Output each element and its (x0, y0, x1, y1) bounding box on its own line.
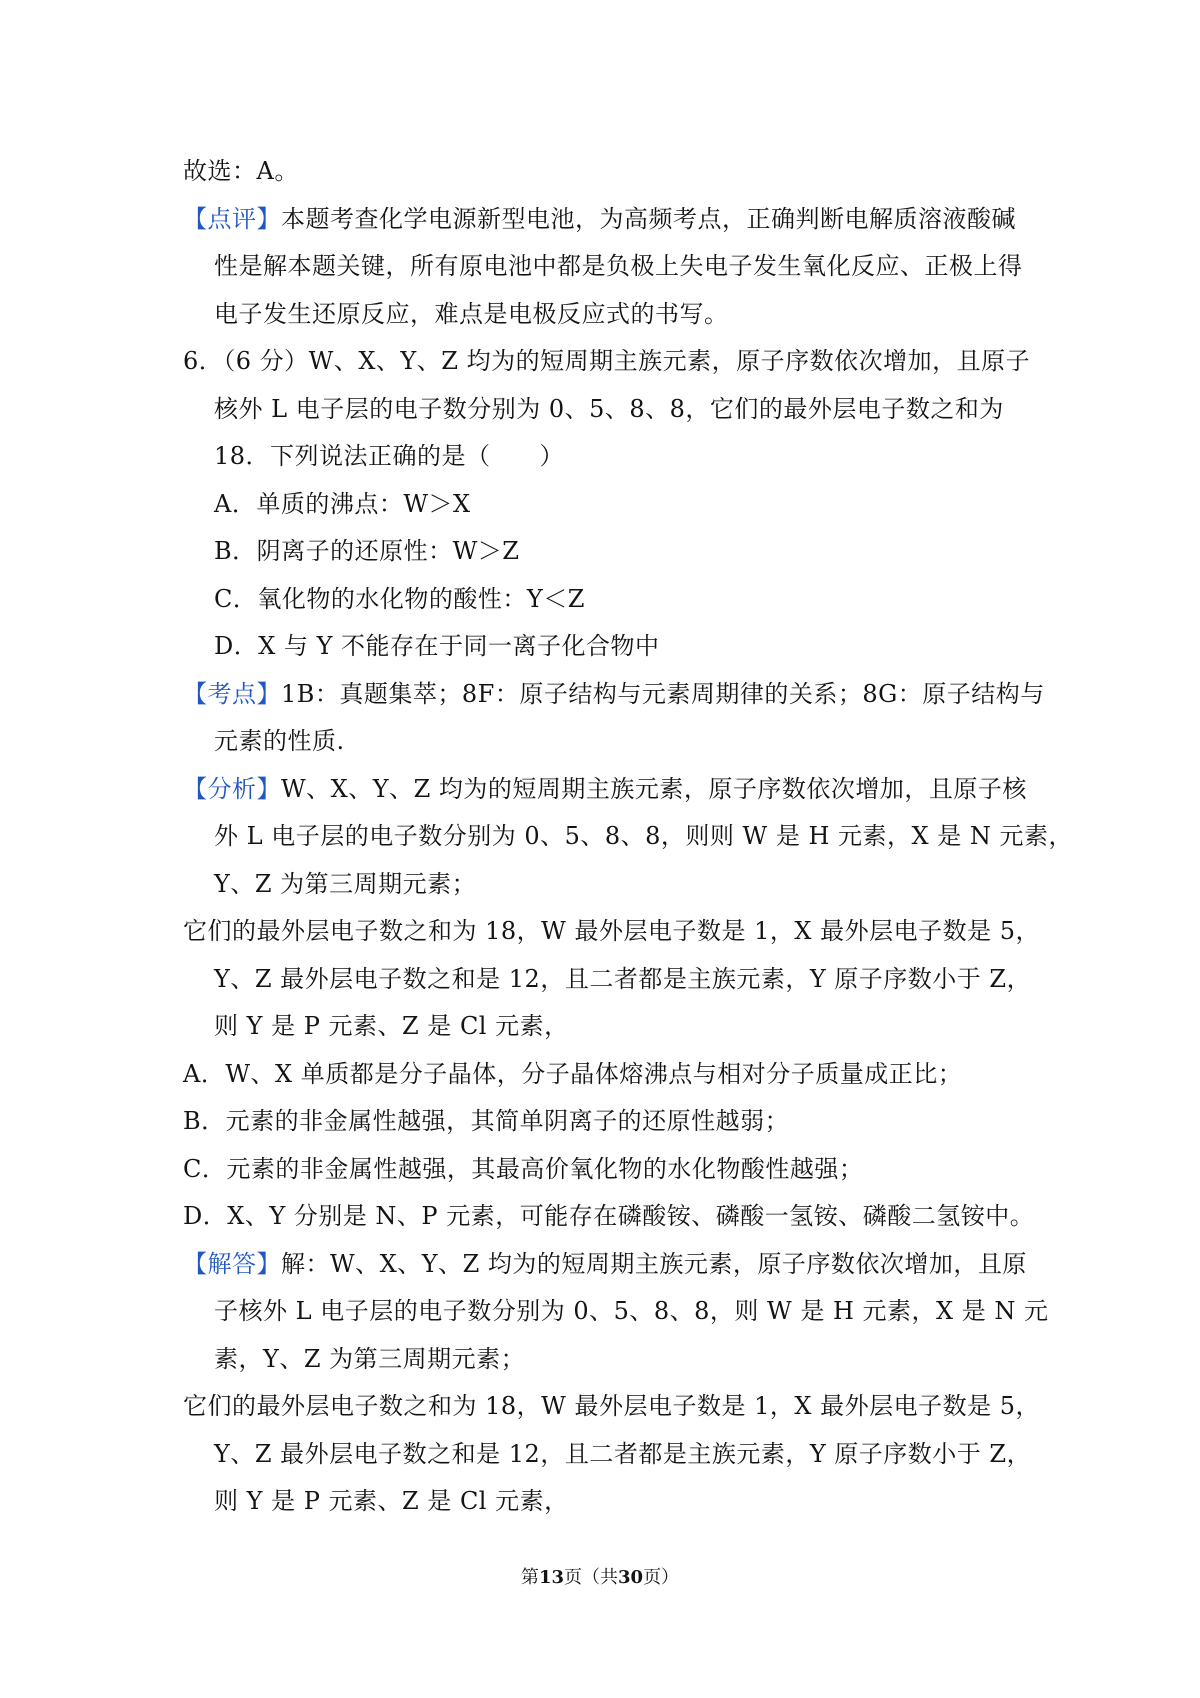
text-line (183, 1336, 1023, 1384)
line-text: A．单质的沸点：W＞X (214, 489, 471, 518)
line-text: 解：W、X、Y、Z 均为的短周期主族元素，原子序数依次增加，且原 (281, 1249, 1027, 1278)
text-line (183, 291, 1023, 339)
line-text: 则 Y 是 P 元素、Z 是 Cl 元素， (214, 1012, 569, 1040)
text-line (183, 148, 1023, 196)
line-text: B．元素的非金属性越强，其简单阴离子的还原性越弱； (183, 1107, 790, 1135)
text-line (183, 1241, 1027, 1289)
text-line (183, 813, 1073, 861)
text-line (183, 1003, 1023, 1051)
line-text: W、X、Y、Z 均为的短周期主族元素，原子序数依次增加，且原子核 (281, 774, 1027, 803)
line-text: 电子发生还原反应，难点是电极反应式的书写。 (214, 299, 729, 328)
line-text: 素，Y、Z 为第三周期元素； (214, 1344, 526, 1373)
line-text: 元素的性质. (214, 727, 345, 755)
text-line (183, 956, 1032, 1004)
section-tag-jieda: 【解答】 (183, 1249, 281, 1278)
text-line (183, 386, 1023, 434)
line-text: A．W、X 单质都是分子晶体，分子晶体熔沸点与相对分子质量成正比； (183, 1059, 963, 1088)
text-line (183, 433, 1023, 481)
text-line (183, 243, 1023, 291)
line-text: D．X、Y 分别是 N、P 元素，可能存在磷酸铵、磷酸一氢铵、磷酸二氢铵中。 (183, 1202, 1035, 1230)
footer-middle: 页（共 (564, 1567, 618, 1588)
line-text: 6．（6 分）W、X、Y、Z 均为的短周期主族元素，原子序数依次增加，且原子 (183, 347, 1031, 375)
text-line (183, 671, 1045, 719)
text-line (183, 1193, 1035, 1241)
line-text: 则 Y 是 P 元素、Z 是 Cl 元素， (214, 1487, 569, 1515)
option-a (183, 481, 1023, 529)
line-text: C．氧化物的水化物的酸性：Y＜Z (214, 584, 585, 613)
text-line (183, 1383, 1040, 1431)
text-line (183, 1431, 1032, 1479)
section-tag-kaodian: 【考点】 (183, 679, 281, 708)
footer-prefix: 第 (520, 1567, 539, 1588)
page-footer (0, 1563, 1200, 1589)
text-line (183, 1478, 1023, 1526)
line-text: 它们的最外层电子数之和为 18，W 最外层电子数是 1，X 最外层电子数是 5， (183, 917, 1040, 945)
document-body (183, 148, 1073, 1526)
option-c (183, 576, 1023, 624)
line-text: 18．下列说法正确的是（ ） (214, 442, 565, 470)
text-line (183, 1146, 1023, 1194)
option-d (183, 623, 1023, 671)
text-line (183, 718, 1023, 766)
line-text: Y、Z 为第三周期元素； (214, 869, 477, 898)
line-text: C．元素的非金属性越强，其最高价氧化物的水化物酸性越强； (183, 1154, 864, 1183)
text-line (183, 766, 1027, 814)
line-text: 它们的最外层电子数之和为 18，W 最外层电子数是 1，X 最外层电子数是 5， (183, 1392, 1040, 1420)
line-text: Y、Z 最外层电子数之和是 12，且二者都是主族元素，Y 原子序数小于 Z， (214, 964, 1032, 993)
text-line (183, 908, 1040, 956)
line-text: 子核外 L 电子层的电子数分别为 0、5、8、8，则 W 是 H 元素，X 是 N 元 (214, 1297, 1049, 1325)
line-text: 核外 L 电子层的电子数分别为 0、5、8、8，它们的最外层电子数之和为 (214, 394, 1004, 423)
section-tag-fenxi: 【分析】 (183, 774, 281, 803)
question-stem (183, 338, 1031, 386)
footer-suffix: 页） (643, 1567, 680, 1588)
text-line (183, 1288, 1049, 1336)
line-text: 性是解本题关键，所有原电池中都是负极上失电子发生氧化反应、正极上得 (214, 252, 1023, 280)
footer-total-pages: 30 (618, 1567, 644, 1588)
line-text: 故选：A。 (183, 157, 299, 185)
line-text: Y、Z 最外层电子数之和是 12，且二者都是主族元素，Y 原子序数小于 Z， (214, 1439, 1032, 1468)
line-text: 1B：真题集萃；8F：原子结构与元素周期律的关系；8G：原子结构与 (281, 679, 1045, 708)
text-line (183, 196, 1023, 244)
text-line (183, 1098, 1023, 1146)
line-text: B．阴离子的还原性：W＞Z (214, 537, 520, 565)
option-b (183, 528, 1023, 576)
line-text: 外 L 电子层的电子数分别为 0、5、8、8，则则 W 是 H 元素，X 是 N 元素， (214, 822, 1073, 850)
line-text: D．X 与 Y 不能存在于同一离子化合物中 (214, 632, 660, 660)
line-text: 本题考查化学电源新型电池，为高频考点，正确判断电解质溶液酸碱 (281, 204, 1016, 233)
section-tag-pingping: 【点评】 (183, 204, 281, 233)
footer-page-number: 13 (538, 1567, 564, 1588)
text-line (183, 1051, 1023, 1099)
text-line (183, 861, 1023, 909)
